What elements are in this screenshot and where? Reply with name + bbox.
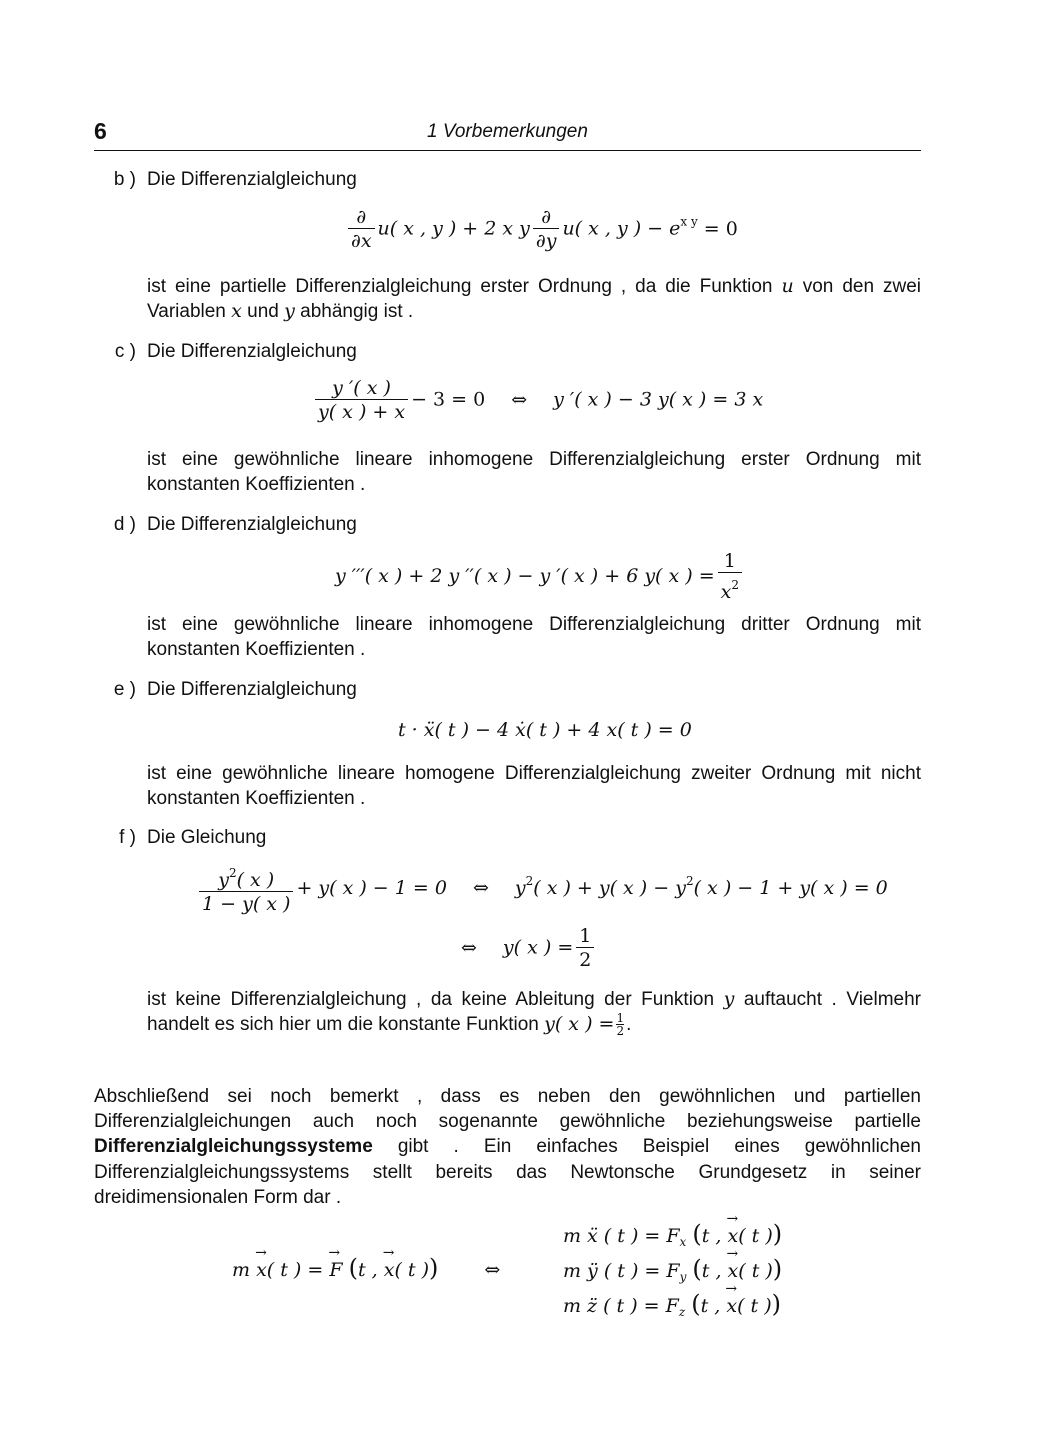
newton-component-y: m ÿ ( t ) = $F_y$ (t , x →( t )) — [563, 1255, 782, 1284]
item-marker: e ) — [113, 679, 136, 700]
newton-vector-equation: m x →( t ) = F → (t , x →( t )) ⇔ — [232, 1254, 526, 1282]
equation-c: $\frac{y '( x )}{y( x ) + x}$ − 3 = 0 ⇔ y ′( x ) − 3 y( x ) = 3 x — [312, 377, 763, 424]
newton-component-x: m ẍ ( t ) = $F_x$ (t , x →( t )) — [563, 1220, 782, 1249]
bold-term: Differenzialgleichungssysteme — [94, 1136, 373, 1158]
chapter-title: 1 Vorbemerkungen — [427, 121, 588, 142]
item-marker: f ) — [119, 827, 136, 848]
item-f-explanation: ist keine Differenzialgleichung , da keine Ableitung der Funktion y auftaucht . Vielmehr handelt es sich hier um die konstante Funktion y( x ) = $\frac{1}{2}$ . — [147, 988, 921, 1039]
item-intro: Die Differenzialgleichung — [147, 169, 357, 190]
item-e-explanation: ist eine gewöhnliche lineare homogene Differenzialgleichung zweiter Ordnung mit nicht konstanten Koeffizienten . — [147, 763, 921, 809]
equation-f-line2: ⇔ y( x ) = $\frac{1}{2}$ — [455, 925, 597, 972]
item-c-explanation: ist eine gewöhnliche lineare inhomogene Differenzialgleichung erster Ordnung mit konstanten Koeffizienten . — [147, 449, 921, 495]
item-intro: Die Differenzialgleichung — [147, 679, 357, 700]
page-number: 6 — [94, 118, 107, 144]
equation-e: t · ẍ( t ) − 4 ẋ( t ) + 4 x( t ) = 0 — [398, 719, 692, 741]
item-marker: b ) — [113, 169, 136, 190]
item-intro: Die Differenzialgleichung — [147, 514, 357, 535]
item-d-explanation: ist eine gewöhnliche lineare inhomogene Differenzialgleichung dritter Ordnung mit konstanten Koeffizienten . — [147, 614, 921, 660]
page-header — [94, 116, 921, 151]
equation-f-line1: $\frac{y^2( x )}{1 - y( x )}$ + y( x ) − 1 = 0 ⇔ $y^2$( x ) + y( x ) − $y^2$( x ) − 1 + y( x ) = 0 — [196, 862, 888, 916]
newton-component-z: m z̈ ( t ) = $F_z$ (t , x →( t )) — [563, 1290, 781, 1319]
item-b-explanation: ist eine partielle Differenzialgleichung erster Ordnung , da die Funktion u von den zwei Variablen x und y abhängig ist . — [147, 275, 922, 322]
equation-b: $\frac{\partial}{\partial x}$ u( x , y ) + 2 x y $\frac{\partial}{\partial y}$ u( x , y ) − $e^{x y} = 0$ — [345, 206, 738, 253]
equation-d: y ′′′( x ) + 2 y ′′( x ) − y ′( x ) + 6 y( x ) = $\frac{1}{x^2}$ — [335, 550, 745, 604]
item-marker: d ) — [113, 514, 136, 535]
item-marker: c ) — [114, 341, 136, 362]
closing-paragraph: Abschließend sei noch bemerkt , dass es neben den gewöhnlichen und partiellen Differenzialgleichungen auch noch sogenannte gewöhnliche beziehungsweise partielle Differenzialgleichungssysteme gibt . Ein einfaches Beispiel eines gewöhnlichen Differenzialgleichungssystems stellt bereits das Newtonsche Grundgesetz in seiner dreidimensionalen Form dar . — [94, 1086, 922, 1208]
item-intro: Die Differenzialgleichung — [147, 341, 357, 362]
item-intro: Die Gleichung — [147, 827, 267, 848]
